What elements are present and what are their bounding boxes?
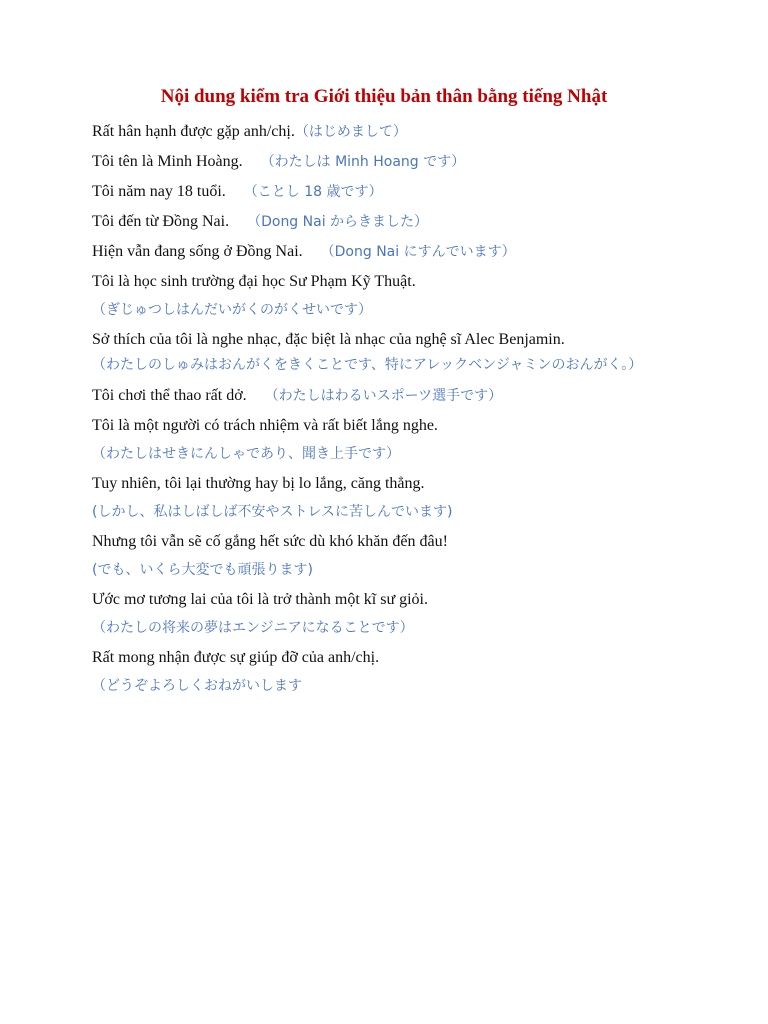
line-7-ja xyxy=(92,354,672,376)
line-1 xyxy=(92,118,692,146)
line-13 xyxy=(92,644,692,672)
ja-text: （わたしはわるいスポーツ選手です） xyxy=(264,388,503,404)
ja-text: （わたしのしゅみはおんがくをきくことです、特にアレックベンジャミンのおんがく。） xyxy=(92,357,643,373)
vi-text: Tôi năm nay 18 tuổi. xyxy=(92,183,226,200)
line-10-ja xyxy=(92,498,692,526)
vi-text: Tôi chơi thể thao rất dở. xyxy=(92,387,247,404)
line-13-ja xyxy=(92,672,692,700)
ja-text: （Dong Nai からきました） xyxy=(247,214,429,230)
vi-text: Ước mơ tương lai của tôi là trở thành một kĩ sư giỏi. xyxy=(92,591,428,608)
ja-text: （どうぞよろしくおねがいします xyxy=(92,678,302,694)
line-7 xyxy=(92,326,692,354)
line-6-ja xyxy=(92,296,692,324)
ja-text: （わたしは Minh Hoang です） xyxy=(260,154,466,170)
ja-text: （ことし 18 歳です） xyxy=(243,184,383,200)
line-11 xyxy=(92,528,692,556)
vi-text: Rất hân hạnh được gặp anh/chị. xyxy=(92,123,295,140)
ja-text: (でも、いくら大変でも頑張ります) xyxy=(92,562,313,578)
line-10 xyxy=(92,470,692,498)
line-3 xyxy=(92,178,692,206)
vi-text: Tôi là một người có trách nhiệm và rất biết lắng nghe. xyxy=(92,417,438,434)
vi-text: Rất mong nhận được sự giúp đỡ của anh/chị. xyxy=(92,649,380,666)
line-4 xyxy=(92,208,692,236)
line-9 xyxy=(92,412,692,440)
line-6 xyxy=(92,268,692,296)
vi-text: Hiện vẫn đang sống ở Đồng Nai. xyxy=(92,243,303,260)
ja-text: （Dong Nai にすんでいます） xyxy=(320,244,516,260)
line-12-ja xyxy=(92,614,692,642)
vi-text: Sở thích của tôi là nghe nhạc, đặc biệt là nhạc của nghệ sĩ Alec Benjamin. xyxy=(92,331,565,348)
ja-text: （わたしの将来の夢はエンジニアになることです） xyxy=(92,620,414,636)
vi-text: Tôi đến từ Đồng Nai. xyxy=(92,213,230,230)
vi-text: Nhưng tôi vẫn sẽ cố gắng hết sức dù khó khăn đến đâu! xyxy=(92,533,448,550)
ja-text: （わたしはせきにんしゃであり、聞き上手です） xyxy=(92,446,400,462)
line-9-ja xyxy=(92,440,692,468)
document-body xyxy=(92,118,692,700)
document-title: Nội dung kiểm tra Giới thiệu bản thân bằng tiếng Nhật xyxy=(160,86,608,107)
ja-text: （はじめまして） xyxy=(294,124,407,140)
line-12 xyxy=(92,586,692,614)
vi-text: Tôi tên là Minh Hoàng. xyxy=(92,153,243,170)
line-11-ja xyxy=(92,556,692,584)
ja-text: (しかし、私はしばしば不安やストレスに苦しんでいます) xyxy=(92,504,453,520)
vi-text: Tuy nhiên, tôi lại thường hay bị lo lắng, căng thẳng. xyxy=(92,475,425,492)
line-5 xyxy=(92,238,692,266)
line-8 xyxy=(92,382,692,410)
ja-text: （ぎじゅつしはんだいがくのがくせいです） xyxy=(92,302,372,318)
line-2 xyxy=(92,148,692,176)
vi-text: Tôi là học sinh trường đại học Sư Phạm Kỹ Thuật. xyxy=(92,273,416,290)
